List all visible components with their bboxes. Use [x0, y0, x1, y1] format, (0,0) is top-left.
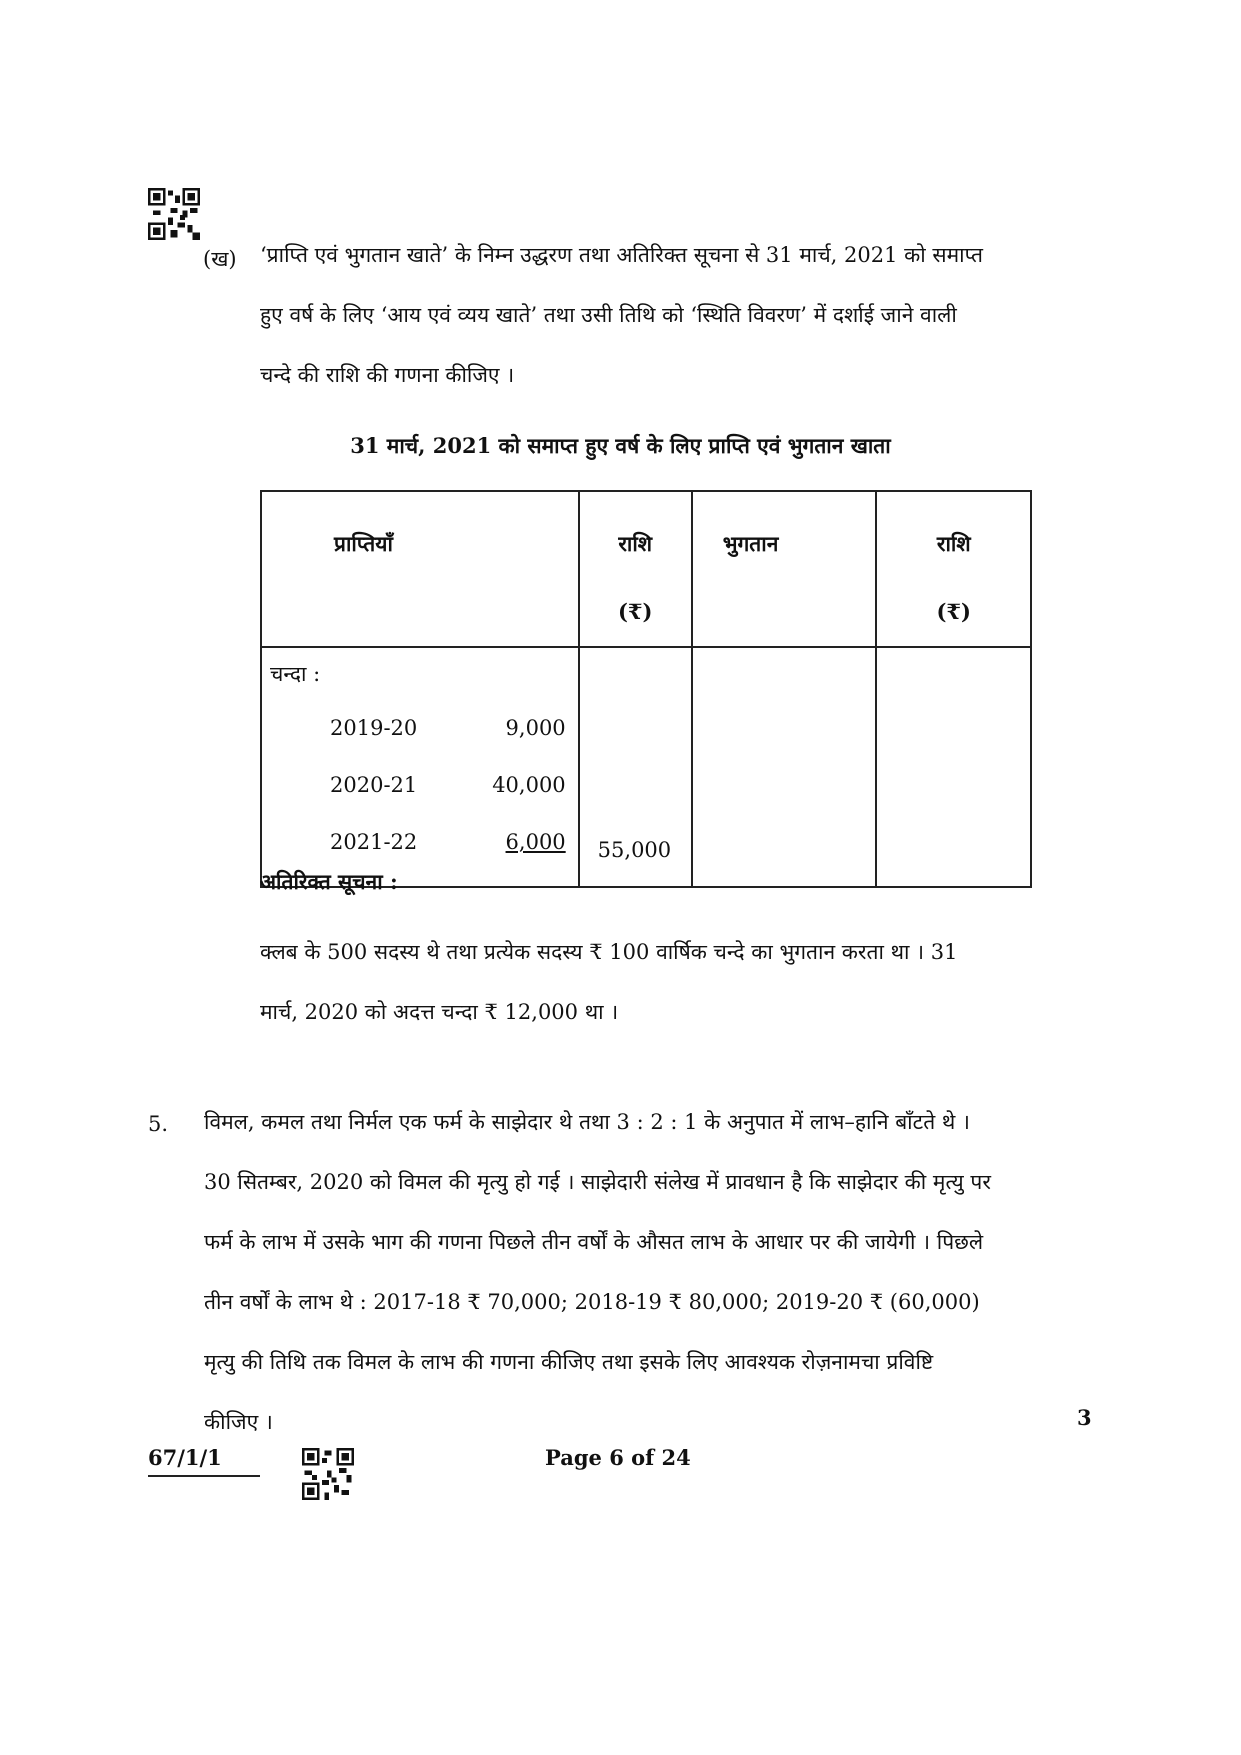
additional-info-heading: अतिरिक्त सूचना :	[260, 869, 398, 894]
question-text-line: ‘प्राप्ति एवं भुगतान खाते’ के निम्न उद्धरण तथा अतिरिक्त सूचना से 31 मार्च, 2021 को समाप्त	[260, 243, 984, 267]
question-text-line: 30 सितम्बर, 2020 को विमल की मृत्यु हो गई । साझेदारी संलेख में प्रावधान है कि साझेदार की मृत्यु पर	[204, 1170, 991, 1194]
amount-cell-1	[579, 647, 692, 887]
amount-cell-2	[876, 647, 1031, 887]
question-text-line: मृत्यु की तिथि तक विमल के लाभ की गणना कीजिए तथा इसके लिए आवश्यक रोज़नामचा प्रविष्टि	[204, 1350, 934, 1374]
question-text-line: चन्दे की राशि की गणना कीजिए ।	[260, 363, 515, 387]
qr-code-bottom	[302, 1448, 354, 1500]
additional-info-line: मार्च, 2020 को अदत्त चन्दा ₹ 12,000 था ।	[260, 1000, 619, 1024]
question-number: 5.	[148, 1112, 169, 1136]
marks: 3	[1077, 1405, 1092, 1430]
question-text-line: तीन वर्षों के लाभ थे : 2017-18 ₹ 70,000; 2018-19 ₹ 80,000; 2019-20 ₹ (60,000)	[204, 1290, 980, 1314]
table-row: 2021-22 6,000	[330, 830, 566, 854]
total-amount: 55,000	[597, 838, 672, 862]
header-amount-1: राशि (₹)	[579, 491, 692, 647]
qr-code-top	[148, 188, 200, 240]
paper-code: 67/1/1	[148, 1445, 222, 1470]
question-text-line: विमल, कमल तथा निर्मल एक फर्म के साझेदार थे तथा 3 : 2 : 1 के अनुपात में लाभ–हानि बाँटते थे ।	[204, 1110, 970, 1134]
question-text-line: फर्म के लाभ में उसके भाग की गणना पिछले तीन वर्षों के औसत लाभ के आधार पर की जायेगी । पिछले	[204, 1230, 984, 1254]
header-amount-2: राशि (₹)	[876, 491, 1031, 647]
question-text-line: कीजिए ।	[204, 1410, 273, 1434]
header-receipts: प्राप्तियाँ	[261, 491, 579, 647]
table-row: 2019-20 9,000	[330, 716, 566, 740]
question-text-line: हुए वर्ष के लिए ‘आय एवं व्यय खाते’ तथा उसी तिथि को ‘स्थिति विवरण’ में दर्शाई जाने वाली	[260, 303, 957, 327]
page-number: Page 6 of 24	[545, 1445, 691, 1470]
question-label: (ख)	[203, 247, 237, 271]
subscription-label: चन्दा :	[270, 662, 321, 686]
receipts-payments-table	[260, 490, 1032, 888]
table-row: 2020-21 40,000	[330, 773, 566, 797]
additional-info-line: क्लब के 500 सदस्य थे तथा प्रत्येक सदस्य ₹ 100 वार्षिक चन्दे का भुगतान करता था । 31	[260, 940, 958, 964]
header-payments: भुगतान	[692, 491, 877, 647]
receipts-cell	[261, 647, 579, 887]
payments-cell	[692, 647, 877, 887]
table-title: 31 मार्च, 2021 को समाप्त हुए वर्ष के लिए प्राप्ति एवं भुगतान खाता	[350, 433, 891, 458]
code-underline	[148, 1475, 260, 1477]
